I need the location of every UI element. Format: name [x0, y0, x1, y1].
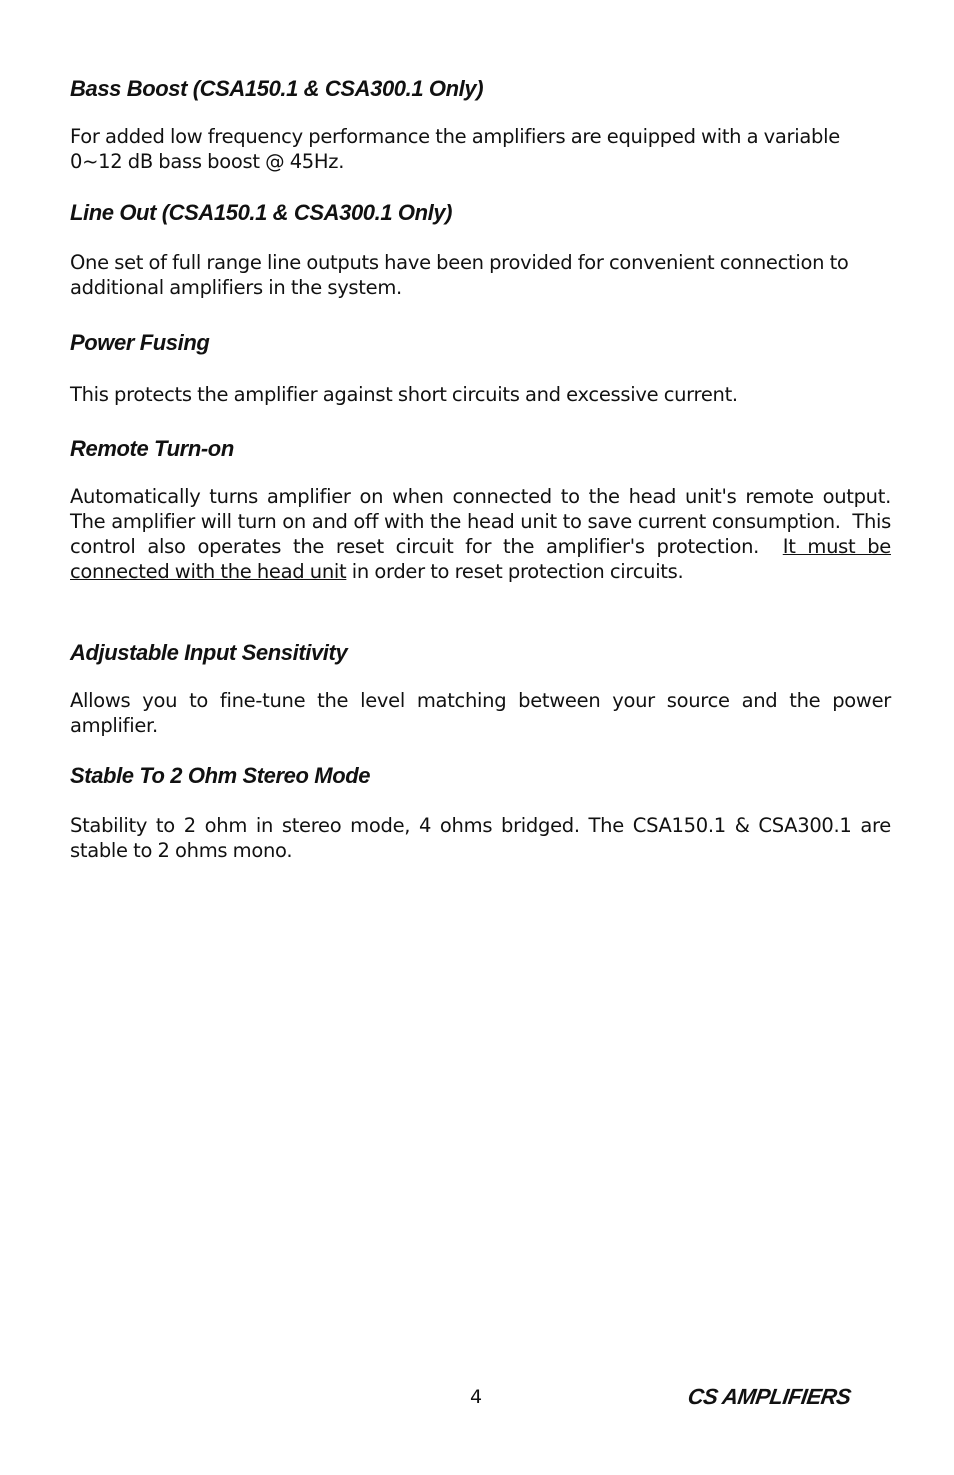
section-heading: Stable To 2 Ohm Stereo Mode	[70, 763, 371, 788]
section-body-line: additional amplifiers in the system.	[70, 276, 402, 299]
section-input-sensitivity	[70, 640, 891, 738]
section-bass-boost	[70, 76, 891, 174]
section-power-fusing	[70, 330, 891, 407]
section-heading: Adjustable Input Sensitivity	[70, 640, 348, 665]
section-stable-2-ohm	[70, 763, 891, 863]
page-number: 4	[470, 1386, 483, 1408]
underlined-warning: It must be connected with the head unit	[70, 535, 891, 583]
body-text-before: Automatically turns amplifier on when connected to the head unit's remote output. The amplifier will turn on and off with the head unit to save current consumption. This control also operates the reset circuit for the amplifier's protection.	[70, 485, 902, 558]
section-heading: Power Fusing	[70, 330, 210, 355]
section-body-line: For added low frequency performance the amplifiers are equipped with a variable	[70, 125, 840, 148]
brand-logo: CS AMPLIFIERS	[686, 1384, 853, 1409]
section-heading: Remote Turn-on	[70, 436, 234, 461]
section-body-line: 0~12 dB bass boost @ 45Hz.	[70, 150, 345, 173]
section-heading: Line Out (CSA150.1 & CSA300.1 Only)	[70, 200, 453, 225]
section-body: Stability to 2 ohm in stereo mode, 4 ohms bridged. The CSA150.1 & CSA300.1 are stable to 2 ohms mono.	[70, 814, 891, 862]
section-body	[70, 484, 902, 584]
section-body-line: One set of full range line outputs have been provided for convenient connection to	[70, 251, 849, 274]
body-text-after: in order to reset protection circuits.	[346, 560, 684, 583]
section-body: Allows you to fine-tune the level matching between your source and the power amplifier.	[70, 689, 891, 737]
section-line-out	[70, 200, 891, 300]
section-body: This protects the amplifier against short circuits and excessive current.	[70, 383, 738, 406]
section-heading: Bass Boost (CSA150.1 & CSA300.1 Only)	[70, 76, 484, 101]
section-remote-turn-on	[70, 436, 902, 584]
